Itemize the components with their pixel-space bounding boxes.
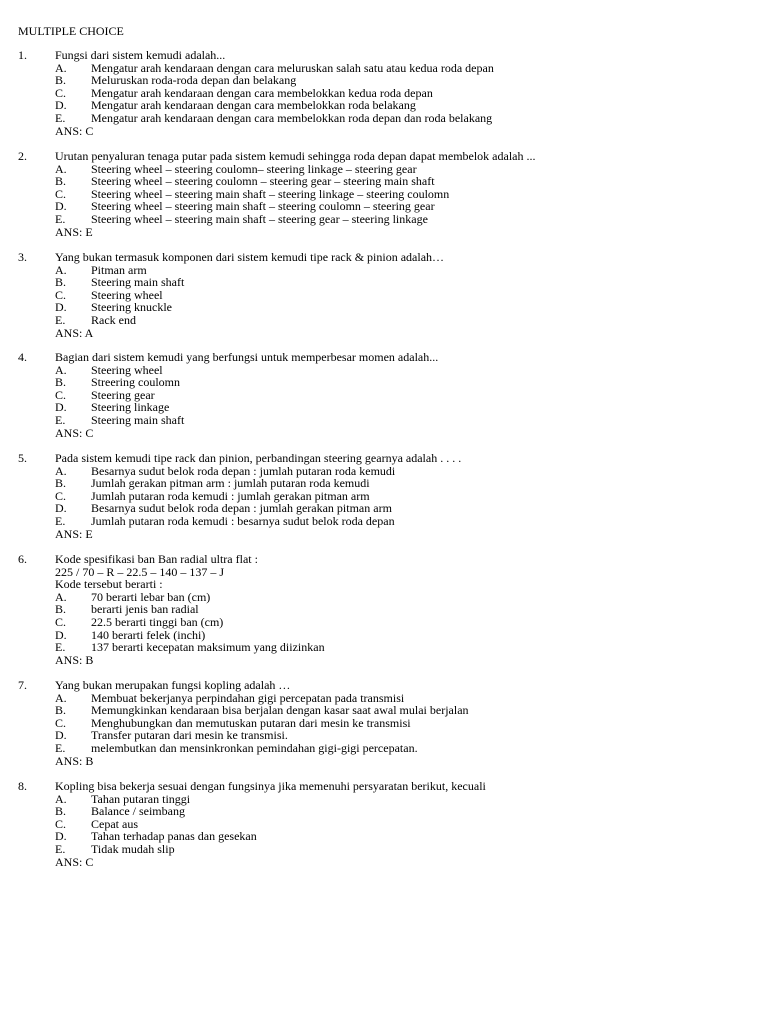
option-letter: B. bbox=[55, 804, 67, 819]
question-stem: Urutan penyaluran tenaga putar pada sistem kemudi sehingga roda depan dapat membelok adalah ... bbox=[55, 149, 536, 163]
question-number: 7. bbox=[18, 678, 27, 692]
option-text: Jumlah putaran roda kemudi : jumlah gerakan pitman arm bbox=[91, 488, 370, 503]
option-letter: C. bbox=[55, 615, 67, 629]
option-text: Transfer putaran dari mesin ke transmisi. bbox=[91, 728, 288, 743]
option-letter: E. bbox=[55, 413, 66, 427]
option-letter: A. bbox=[55, 161, 67, 176]
option-text: Mengatur arah kendaraan dengan cara membelokkan roda depan dan roda belakang bbox=[91, 111, 493, 125]
option-text: Tahan putaran tinggi bbox=[91, 791, 191, 806]
option-text: Steering linkage bbox=[91, 400, 170, 415]
option-letter: E. bbox=[55, 842, 66, 856]
option-letter: E. bbox=[55, 212, 66, 226]
answer-option bbox=[55, 515, 755, 528]
answer-key: ANS: B bbox=[55, 652, 94, 667]
question-stem: Pada sistem kemudi tipe rack dan pinion, perbandingan steering gearnya adalah . . . . bbox=[55, 451, 462, 465]
answer-key: ANS: E bbox=[55, 526, 93, 541]
option-text: Steering wheel – steering main shaft – steering linkage – steering coulomn bbox=[91, 186, 450, 201]
option-letter: B. bbox=[55, 703, 67, 718]
answer-key: ANS: C bbox=[55, 854, 94, 869]
option-text: 22.5 berarti tinggi ban (cm) bbox=[91, 615, 224, 629]
option-text: Steering knuckle bbox=[91, 300, 172, 315]
option-text: 70 berarti lebar ban (cm) bbox=[91, 589, 211, 604]
option-text: Steering wheel – steering coulomn– steering linkage – steering gear bbox=[91, 161, 417, 176]
option-text: Steering wheel bbox=[91, 362, 163, 377]
option-letter: A. bbox=[55, 589, 67, 604]
option-text: Steering main shaft bbox=[91, 413, 185, 427]
option-text: Steering main shaft bbox=[91, 275, 185, 290]
option-letter: E. bbox=[55, 640, 66, 655]
option-letter: A. bbox=[55, 463, 67, 478]
answer-key: ANS: B bbox=[55, 753, 94, 768]
option-letter: E. bbox=[55, 514, 66, 528]
option-text: Steering gear bbox=[91, 387, 155, 402]
question-number: 4. bbox=[18, 350, 27, 364]
question-number: 8. bbox=[18, 779, 27, 793]
answer-option bbox=[55, 213, 755, 226]
option-letter: A. bbox=[55, 60, 67, 75]
answer-option bbox=[55, 112, 755, 125]
option-letter: D. bbox=[55, 829, 67, 844]
option-letter: C. bbox=[55, 287, 67, 302]
question-number: 1. bbox=[18, 48, 27, 62]
option-text: 137 berarti kecepatan maksimum yang diizinkan bbox=[91, 640, 325, 655]
option-text: Pitman arm bbox=[91, 262, 147, 277]
option-letter: C. bbox=[55, 816, 67, 831]
option-letter: B. bbox=[55, 375, 67, 390]
option-text: Meluruskan roda-roda depan dan belakang bbox=[91, 73, 297, 88]
option-text: Memungkinkan kendaraan bisa berjalan dengan kasar saat awal mulai berjalan bbox=[91, 703, 469, 718]
option-letter: D. bbox=[55, 300, 67, 315]
question-stem: Yang bukan termasuk komponen dari sistem kemudi tipe rack & pinion adalah… bbox=[55, 250, 445, 264]
option-text: 140 berarti felek (inchi) bbox=[91, 627, 206, 642]
option-text: Steering wheel bbox=[91, 287, 163, 302]
question-stem-line: Kode tersebut berarti : bbox=[55, 577, 163, 592]
option-text: Mengatur arah kendaraan dengan cara membelokkan roda belakang bbox=[91, 98, 416, 113]
option-text: berarti jenis ban radial bbox=[91, 602, 199, 617]
option-letter: B. bbox=[55, 476, 67, 491]
option-letter: B. bbox=[55, 275, 67, 290]
option-letter: C. bbox=[55, 85, 67, 100]
option-letter: E. bbox=[55, 111, 66, 125]
option-text: Cepat aus bbox=[91, 816, 138, 831]
option-letter: B. bbox=[55, 602, 67, 617]
answer-option bbox=[55, 376, 755, 389]
option-letter: A. bbox=[55, 262, 67, 277]
option-letter: B. bbox=[55, 73, 67, 88]
answer-option bbox=[55, 301, 755, 314]
option-letter: B. bbox=[55, 174, 67, 189]
answer-option bbox=[55, 641, 755, 654]
option-letter: C. bbox=[55, 186, 67, 201]
option-letter: D. bbox=[55, 400, 67, 415]
option-text: melembutkan dan mensinkronkan pemindahan gigi-gigi percepatan. bbox=[91, 741, 418, 755]
option-text: Steering wheel – steering main shaft – steering coulomn – steering gear bbox=[91, 199, 435, 214]
answer-key: ANS: C bbox=[55, 123, 94, 138]
option-letter: A. bbox=[55, 690, 67, 705]
option-letter: A. bbox=[55, 362, 67, 377]
answer-option bbox=[55, 843, 755, 856]
question-number: 3. bbox=[18, 250, 27, 264]
answer-option bbox=[55, 414, 755, 427]
answer-option bbox=[55, 314, 755, 327]
option-text: Rack end bbox=[91, 313, 136, 327]
question-number: 6. bbox=[18, 552, 27, 566]
option-letter: C. bbox=[55, 488, 67, 503]
document-title: MULTIPLE CHOICE bbox=[18, 24, 124, 38]
question-stem: Kopling bisa bekerja sesuai dengan fungsinya jika memenuhi persyaratan berikut, kecuali bbox=[55, 779, 486, 793]
option-text: Tidak mudah slip bbox=[91, 842, 175, 856]
option-text: Menghubungkan dan memutuskan putaran dari mesin ke transmisi bbox=[91, 715, 411, 730]
option-text: Besarnya sudut belok roda depan : jumlah gerakan pitman arm bbox=[91, 501, 392, 516]
answer-option bbox=[55, 805, 755, 818]
question-stem: Fungsi dari sistem kemudi adalah... bbox=[55, 48, 226, 62]
option-letter: C. bbox=[55, 715, 67, 730]
question-stem: Yang bukan merupakan fungsi kopling adalah … bbox=[55, 678, 291, 692]
option-letter: D. bbox=[55, 728, 67, 743]
answer-key: ANS: C bbox=[55, 425, 94, 440]
question-number: 2. bbox=[18, 149, 27, 163]
option-text: Tahan terhadap panas dan gesekan bbox=[91, 829, 257, 844]
answer-option bbox=[55, 742, 755, 755]
option-text: Besarnya sudut belok roda depan : jumlah putaran roda kemudi bbox=[91, 463, 396, 478]
option-text: Steering wheel – steering main shaft – steering gear – steering linkage bbox=[91, 212, 428, 226]
option-text: Streering coulomn bbox=[91, 375, 180, 390]
option-letter: D. bbox=[55, 98, 67, 113]
answer-key: ANS: A bbox=[55, 325, 94, 340]
option-text: Jumlah gerakan pitman arm : jumlah putaran roda kemudi bbox=[91, 476, 370, 491]
option-text: Membuat bekerjanya perpindahan gigi percepatan pada transmisi bbox=[91, 690, 405, 705]
option-letter: D. bbox=[55, 199, 67, 214]
option-letter: D. bbox=[55, 501, 67, 516]
question-stem: Bagian dari sistem kemudi yang berfungsi untuk memperbesar momen adalah... bbox=[55, 350, 439, 364]
option-text: Jumlah putaran roda kemudi : besarnya sudut belok roda depan bbox=[91, 514, 395, 528]
option-letter: E. bbox=[55, 313, 66, 327]
option-letter: E. bbox=[55, 741, 66, 755]
option-text: Steering wheel – steering coulomn – steering gear – steering main shaft bbox=[91, 174, 435, 189]
answer-key: ANS: E bbox=[55, 224, 93, 239]
option-letter: D. bbox=[55, 627, 67, 642]
option-letter: C. bbox=[55, 387, 67, 402]
option-text: Mengatur arah kendaraan dengan cara meluruskan salah satu atau kedua roda depan bbox=[91, 60, 494, 75]
question-stem: Kode spesifikasi ban Ban radial ultra flat : bbox=[55, 552, 258, 566]
option-text: Balance / seimbang bbox=[91, 804, 185, 819]
option-text: Mengatur arah kendaraan dengan cara membelokkan kedua roda depan bbox=[91, 85, 433, 100]
option-letter: A. bbox=[55, 791, 67, 806]
question-number: 5. bbox=[18, 451, 27, 465]
question-stem-line: 225 / 70 – R – 22.5 – 140 – 137 – J bbox=[55, 564, 225, 579]
